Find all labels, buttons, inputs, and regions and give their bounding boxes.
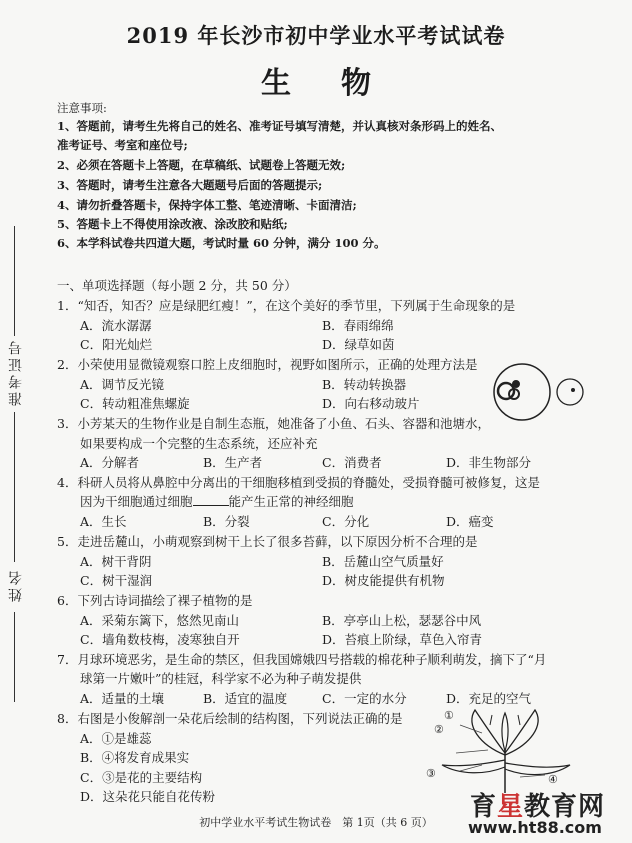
question-7-stem-cont: 球第一片嫩叶”的桂冠，科学家不必为种子萌发提供 <box>80 671 362 686</box>
answer-blank <box>193 505 229 506</box>
section-heading: 一、单项选择题（每小题 2 分，共 50 分） <box>57 278 297 293</box>
q7-option-a: A．适量的土壤 <box>80 691 165 706</box>
q3-option-c: C．消费者 <box>322 455 382 470</box>
q8-option-a: A．①是雄蕊 <box>80 731 152 746</box>
figure-label-3: ③ <box>426 767 436 780</box>
note-2: 2、必须在答题卡上答题，在草稿纸、试题卷上答题无效; <box>57 158 346 172</box>
q1-option-d: D．绿草如茵 <box>322 337 395 352</box>
q6-option-a: A．采菊东篱下，悠然见南山 <box>80 613 240 628</box>
page-footer: 初中学业水平考试生物试卷 第 1页（共 6 页） <box>199 816 433 829</box>
microscope-field-figure <box>490 360 586 424</box>
note-1: 1、答题前，请考生先将自己的姓名、准考证号填写清楚，并认真核对条形码上的姓名、 <box>57 119 502 133</box>
q3-option-b: B．生产者 <box>203 455 263 470</box>
q7-option-d: D．充足的空气 <box>446 691 532 706</box>
q4-stem-post: 能产生正常的神经细胞 <box>228 494 354 509</box>
q4-stem-pre: 因为干细胞通过细胞 <box>80 494 193 509</box>
side-line-middle <box>14 412 15 562</box>
q4-option-a: A．生长 <box>80 514 127 529</box>
q4-option-b: B．分裂 <box>203 514 250 529</box>
question-5-stem: 5．走进岳麓山，小萌观察到树干上长了很多苔藓，以下原因分析不合理的是 <box>57 534 478 549</box>
q3-option-d: D．非生物部分 <box>446 455 532 470</box>
side-label-exam-id: 准考证号 <box>8 338 24 406</box>
q6-option-c: C．墙角数枝梅，凌寒独自开 <box>80 632 240 647</box>
question-6-stem: 6．下列古诗词描绘了裸子植物的是 <box>57 593 253 608</box>
q2-option-d: D．向右移动玻片 <box>322 396 420 411</box>
question-8-stem: 8．右图是小俊解剖一朵花后绘制的结构图，下列说法正确的是 <box>57 711 403 726</box>
q6-option-d: D．苔痕上阶绿，草色入帘青 <box>322 632 483 647</box>
q1-option-a: A．流水潺潺 <box>80 318 152 333</box>
side-line-top <box>14 226 15 336</box>
note-1-cont: 准考证号、考室和座位号; <box>57 138 188 152</box>
q7-option-b: B．适宜的温度 <box>203 691 288 706</box>
side-label-name: 姓名 <box>8 568 24 602</box>
watermark-text-1: 育 <box>470 792 498 822</box>
q4-option-c: C．分化 <box>322 514 370 529</box>
q1-option-b: B．春雨绵绵 <box>322 318 394 333</box>
q1-option-c: C．阳光灿烂 <box>80 337 153 352</box>
watermark-url: www.ht88.com <box>468 818 602 837</box>
figure-label-4: ④ <box>548 773 558 786</box>
side-line-bottom <box>14 612 15 702</box>
subject-title: 生物 <box>261 66 421 101</box>
question-4-stem-cont <box>80 492 354 510</box>
q4-option-d: D．癌变 <box>446 514 494 529</box>
watermark-text-3: 教育网 <box>524 792 606 822</box>
figure-label-2: ② <box>434 723 444 736</box>
question-7-stem: 7．月球环境恶劣，是生命的禁区，但我国嫦娥四号搭载的棉花种子顺利萌发，摘下了“月 <box>57 652 547 667</box>
note-5: 5、答题卡上不得使用涂改液、涂改胶和贴纸; <box>57 217 288 231</box>
question-4-stem: 4．科研人员将从鼻腔中分离出的干细胞移植到受损的脊髓处，受损脊髓可被修复，这是 <box>57 475 540 490</box>
question-2-stem: 2．小荣使用显微镜观察口腔上皮细胞时，视野如图所示，正确的处理方法是 <box>57 357 478 372</box>
question-3-stem-cont: 如果要构成一个完整的生态系统，还应补充 <box>80 436 318 451</box>
q6-option-b: B．亭亭山上松，瑟瑟谷中风 <box>322 613 482 628</box>
q2-option-a: A．调节反光镜 <box>80 377 165 392</box>
watermark-text-2: 星 <box>497 792 525 822</box>
exam-title: 2019 年长沙市初中学业水平考试试卷 <box>126 23 506 48</box>
q8-option-c: C．③是花的主要结构 <box>80 770 203 785</box>
q2-option-b: B．转动转换器 <box>322 377 407 392</box>
q5-option-b: B．岳麓山空气质量好 <box>322 554 444 569</box>
q8-option-d: D．这朵花只能自花传粉 <box>80 789 216 804</box>
figure-label-1: ① <box>444 709 454 722</box>
q3-option-a: A．分解者 <box>80 455 140 470</box>
note-6: 6、本学科试卷共四道大题，考试时量 60 分钟，满分 100 分。 <box>57 236 386 250</box>
q2-option-c: C．转动粗准焦螺旋 <box>80 396 190 411</box>
notes-heading: 注意事项: <box>57 101 107 115</box>
note-4: 4、请勿折叠答题卡，保持字体工整、笔迹清晰、卡面清洁; <box>57 198 357 212</box>
question-3-stem: 3．小芳某天的生物作业是自制生态瓶，她准备了小鱼、石头、容器和池塘水， <box>57 416 490 431</box>
q8-option-b: B．④将发育成果实 <box>80 750 190 765</box>
question-1-stem: 1．“知否，知否？应是绿肥红瘦！”，在这个美好的季节里，下列属于生命现象的是 <box>57 298 516 313</box>
note-3: 3、答题时，请考生注意各大题题号后面的答题提示; <box>57 178 323 192</box>
q7-option-c: C．一定的水分 <box>322 691 407 706</box>
flower-structure-figure <box>420 705 590 795</box>
q5-option-d: D．树皮能提供有机物 <box>322 573 445 588</box>
q5-option-c: C．树干湿润 <box>80 573 153 588</box>
q5-option-a: A．树干背阴 <box>80 554 152 569</box>
